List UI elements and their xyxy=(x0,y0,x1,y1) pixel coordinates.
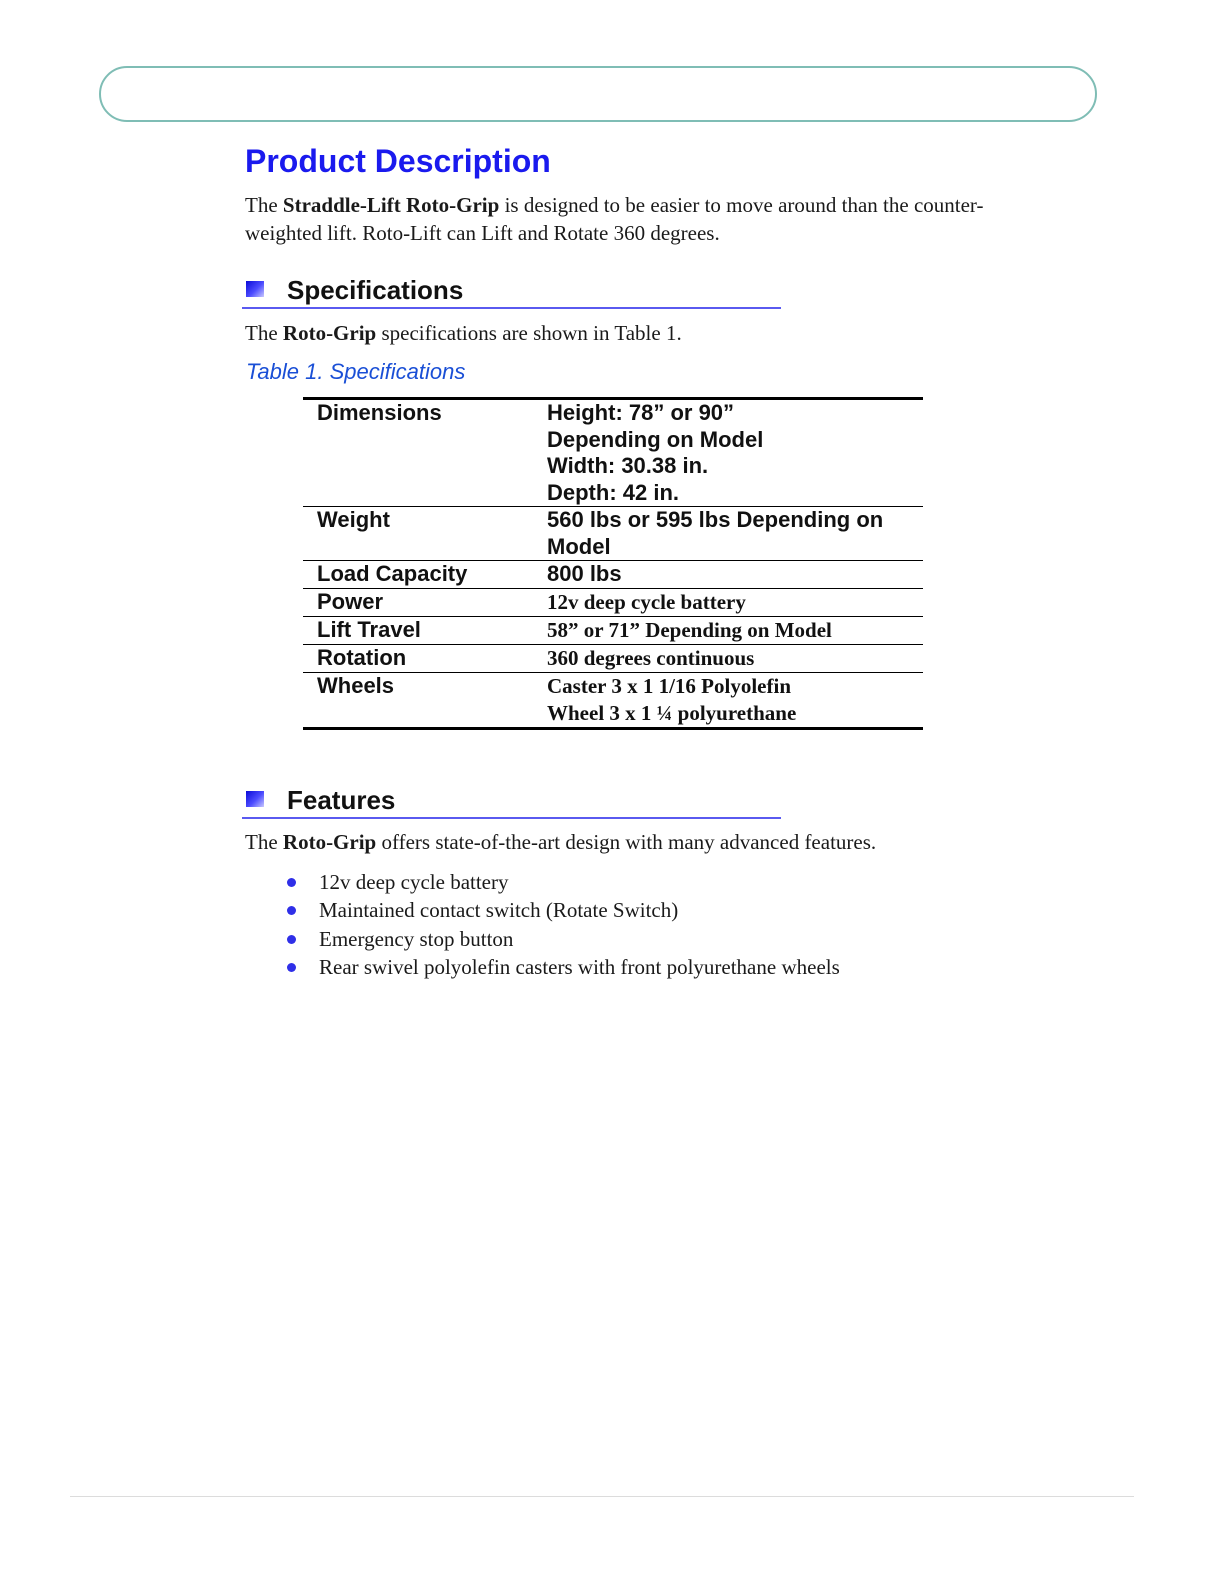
bullet-icon xyxy=(287,878,296,887)
table-row xyxy=(303,616,923,644)
features-product-name: Roto-Grip xyxy=(282,830,377,854)
list-item xyxy=(285,925,840,953)
bullet-icon xyxy=(287,935,296,944)
spec-key: Rotation xyxy=(303,644,547,672)
intro-product-name: Straddle-Lift Roto-Grip xyxy=(282,193,500,217)
features-list xyxy=(285,868,840,981)
bullet-icon xyxy=(287,906,296,915)
spec-value-line: 560 lbs or 595 lbs Depending on xyxy=(547,507,884,532)
list-item-text: Maintained contact switch (Rotate Switch) xyxy=(319,898,679,923)
spec-value-line: 360 degrees continuous xyxy=(547,645,755,670)
spec-key: Dimensions xyxy=(303,399,547,507)
spec-value-line: Height: 78” or 90” xyxy=(547,400,735,425)
table-row xyxy=(303,588,923,616)
intro-text-pre: The xyxy=(245,193,283,217)
spec-value-line: 800 lbs xyxy=(547,561,622,586)
spec-value-line: Depending on Model xyxy=(547,426,764,452)
specifications-heading: Specifications xyxy=(287,275,464,305)
list-item xyxy=(285,953,840,981)
specifications-intro xyxy=(245,320,1005,348)
table-row xyxy=(303,399,923,507)
intro-paragraph xyxy=(245,192,1005,247)
table-row xyxy=(303,644,923,672)
header-frame xyxy=(99,66,1097,122)
spec-key: Lift Travel xyxy=(303,616,547,644)
spec-value xyxy=(547,399,923,507)
features-intro xyxy=(245,829,1005,857)
spec-value-line: Caster 3 x 1 1/16 Polyolefin xyxy=(547,673,792,698)
table-row xyxy=(303,561,923,589)
spec-key: Load Capacity xyxy=(303,561,547,589)
specifications-section-header xyxy=(242,275,781,309)
spec-value xyxy=(547,672,923,728)
spec-value xyxy=(547,507,923,561)
specifications-text-pre: The xyxy=(245,321,283,345)
features-text-post: offers state-of-the-art design with many advanced features. xyxy=(376,830,877,854)
spec-key: Power xyxy=(303,588,547,616)
table-row xyxy=(303,507,923,561)
intro-text-post: is designed to be easier to move around than the counter-weighted lift. Roto-Lift can Lift and Rotate 360 degrees. xyxy=(245,193,984,245)
list-item xyxy=(285,868,840,896)
spec-value xyxy=(547,588,923,616)
spec-value-line: Width: 30.38 in. xyxy=(547,453,709,478)
spec-value xyxy=(547,644,923,672)
spec-value-line: 58” or 71” Depending on Model xyxy=(547,617,832,642)
spec-value-line: Model xyxy=(547,533,611,559)
spec-value-line: Depth: 42 in. xyxy=(547,479,680,505)
section-square-icon xyxy=(246,791,264,807)
list-item-text: Emergency stop button xyxy=(319,926,514,951)
section-square-icon xyxy=(246,281,264,297)
spec-key: Weight xyxy=(303,507,547,561)
spec-value-line: 12v deep cycle battery xyxy=(547,589,746,614)
specifications-text-post: specifications are shown in Table 1. xyxy=(376,321,682,345)
features-section-header xyxy=(242,785,781,819)
specifications-table xyxy=(303,397,923,730)
page-title: Product Description xyxy=(245,143,551,179)
features-text-pre: The xyxy=(245,830,283,854)
spec-value-line: Wheel 3 x 1 ¼ polyurethane xyxy=(547,700,797,725)
features-heading: Features xyxy=(287,785,396,815)
footer-divider xyxy=(70,1496,1134,1497)
spec-value xyxy=(547,561,923,589)
bullet-icon xyxy=(287,963,296,972)
spec-key: Wheels xyxy=(317,672,395,698)
spec-value xyxy=(547,616,923,644)
list-item-text: Rear swivel polyolefin casters with front polyurethane wheels xyxy=(319,954,840,979)
specifications-product-name: Roto-Grip xyxy=(282,321,377,345)
list-item-text: 12v deep cycle battery xyxy=(319,870,509,894)
table-row xyxy=(303,672,923,728)
list-item xyxy=(285,896,840,924)
table-caption: Table 1. Specifications xyxy=(246,359,466,384)
